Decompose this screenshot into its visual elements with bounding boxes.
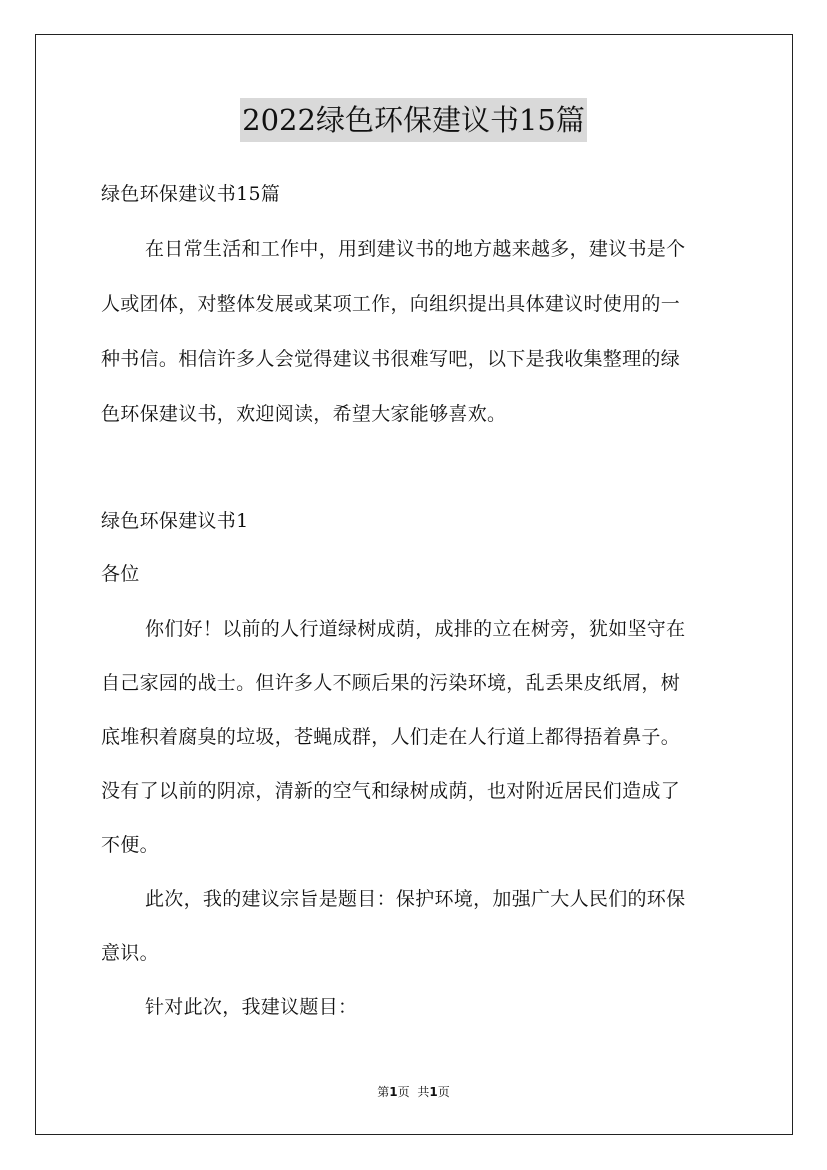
total-pages: 1: [429, 1085, 438, 1099]
total-prefix: 共: [417, 1085, 430, 1099]
section-heading: 绿色环保建议书1: [101, 510, 249, 532]
para1-line-2: 自己家园的战士。但许多人不顾后果的污染环境，乱丢果皮纸屑，树: [101, 672, 681, 694]
para1-line-4: 没有了以前的阴凉，清新的空气和绿树成荫，也对附近居民们造成了: [101, 780, 681, 802]
para2-line-1: 此次，我的建议宗旨是题目：保护环境，加强广大人民们的环保: [145, 888, 686, 910]
page-label-prefix: 第: [377, 1085, 390, 1099]
para3-line-1: 针对此次，我建议题目：: [145, 996, 358, 1018]
intro-line-2: 人或团体，对整体发展或某项工作，向组织提出具体建议时使用的一: [101, 293, 681, 315]
page-number: 1: [389, 1085, 398, 1099]
intro-line-1: 在日常生活和工作中，用到建议书的地方越来越多，建议书是个: [145, 238, 686, 260]
salutation: 各位: [101, 563, 140, 585]
page-label-suffix: 页: [397, 1085, 410, 1099]
document-subtitle: 绿色环保建议书15篇: [101, 183, 281, 205]
title-wrapper: [0, 98, 827, 142]
intro-line-4: 色环保建议书，欢迎阅读，希望大家能够喜欢。: [101, 403, 507, 425]
total-suffix: 页: [437, 1085, 450, 1099]
intro-line-3: 种书信。相信许多人会觉得建议书很难写吧，以下是我收集整理的绿: [101, 348, 681, 370]
para1-line-1: 你们好！以前的人行道绿树成荫，成排的立在树旁，犹如坚守在: [145, 618, 686, 640]
para2-line-2: 意识。: [101, 942, 159, 964]
para1-line-5: 不便。: [101, 834, 159, 856]
para1-line-3: 底堆积着腐臭的垃圾，苍蝇成群，人们走在人行道上都得捂着鼻子。: [101, 726, 681, 748]
document-title: 2022绿色环保建议书15篇: [240, 98, 587, 142]
page-footer: [0, 1083, 827, 1101]
